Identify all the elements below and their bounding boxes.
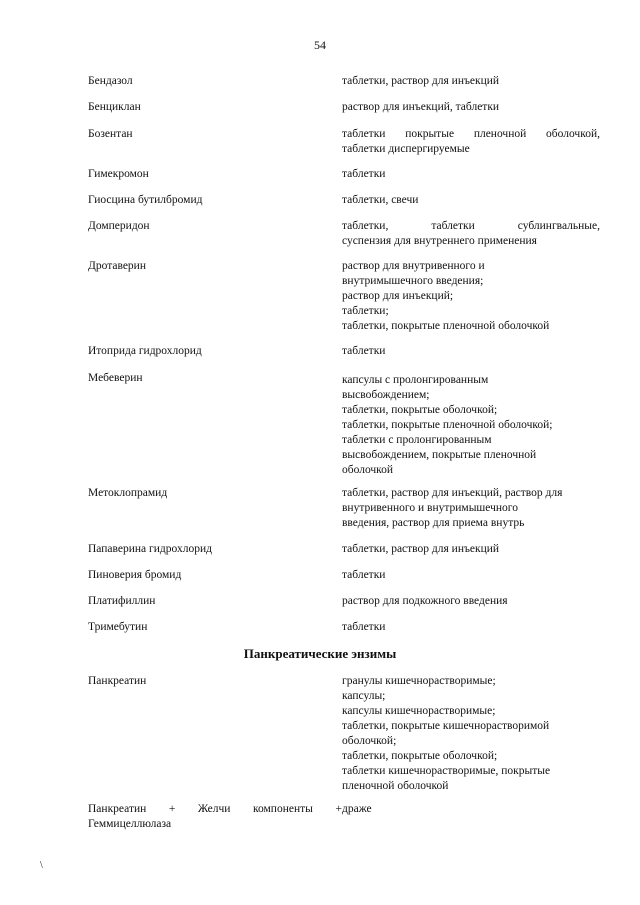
drug-name: Дротаверин [88,260,146,272]
drug-name: Пиноверия бромид [88,569,182,581]
drug-name: Папаверина гидрохлорид [88,543,212,555]
drug-name: Панкреатин + Желчи компоненты + Геммицеллюлаза [88,803,342,830]
dosage-forms: раствор для инъекций, таблетки [342,101,500,113]
dosage-forms: таблетки покрытые пленочной оболочкой, таблетки диспергируемые [342,128,600,155]
page-number: 54 [314,38,326,52]
dosage-forms: гранулы кишечнорастворимые; капсулы; капсулы кишечнорастворимые; таблетки, покрытые кишечнорастворимой оболочкой; таблетки, покрытые оболочкой; таблетки кишечнорастворимые, покрытые пленочной оболочкой [342,675,551,792]
drug-name: Тримебутин [88,621,148,633]
dosage-forms: таблетки [342,621,386,633]
margin-mark: \ [40,860,43,871]
dosage-forms: таблетки [342,345,386,357]
dosage-forms: таблетки, раствор для инъекций [342,75,500,87]
drug-name: Итоприда гидрохлорид [88,345,202,357]
drug-name: Бозентан [88,128,133,140]
dosage-forms: раствор для внутривенного и внутримышечного введения; раствор для инъекций; таблетки; таблетки, покрытые пленочной оболочкой [342,260,550,332]
dosage-forms: таблетки [342,569,386,581]
drug-name: Мебеверин [88,372,143,384]
dosage-forms: капсулы с пролонгированным высвобождением; таблетки, покрытые оболочкой; таблетки, покрытые пленочной оболочкой; таблетки с пролонгированным высвобождением, покрытые пленочной оболочкой [342,374,553,476]
dosage-forms: драже [342,803,372,815]
dosage-forms: таблетки, таблетки сублингвальные, суспензия для внутреннего применения [342,220,600,247]
dosage-forms: раствор для подкожного введения [342,595,508,607]
drug-name: Домперидон [88,220,150,232]
section-heading: Панкреатические энзимы [243,646,397,661]
dosage-forms: таблетки [342,168,386,180]
drug-name: Гиосцина бутилбромид [88,194,203,206]
drug-name: Бендазол [88,75,133,87]
dosage-forms: таблетки, раствор для инъекций [342,543,500,555]
drug-name: Бенциклан [88,101,141,113]
drug-name: Метоклопрамид [88,487,168,499]
drug-name: Панкреатин [88,675,147,687]
drug-name: Платифиллин [88,595,156,607]
dosage-forms: таблетки, раствор для инъекций, раствор для внутривенного и внутримышечного введения, раствор для приема внутрь [342,487,563,529]
dosage-forms: таблетки, свечи [342,194,419,206]
drug-name: Гимекромон [88,168,149,180]
